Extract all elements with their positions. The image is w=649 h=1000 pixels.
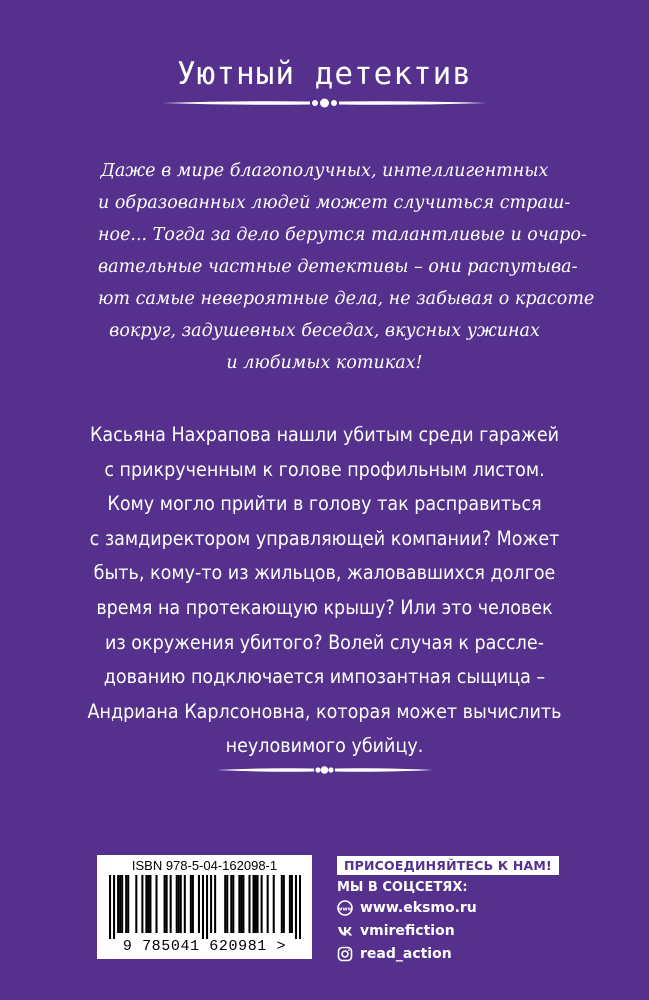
barcode-bar bbox=[289, 875, 291, 933]
social-link-label: read_action bbox=[360, 945, 452, 962]
barcode-bar bbox=[145, 875, 147, 933]
barcode-bar bbox=[176, 875, 178, 933]
teaser-line: ное... Тогда за дело берутся талантливые и очаро- bbox=[98, 225, 587, 245]
barcode-bar bbox=[273, 875, 275, 933]
barcode-bar bbox=[166, 875, 168, 933]
synopsis-line: Касьяна Нахрапова нашли убитым среди гаражей bbox=[89, 423, 560, 446]
social-link-label: www.eksmo.ru bbox=[360, 899, 477, 916]
ean-barcode bbox=[109, 875, 301, 939]
bottom-divider-ornament bbox=[216, 763, 433, 777]
barcode-bar bbox=[149, 875, 151, 933]
social-link-website[interactable] bbox=[337, 896, 559, 919]
barcode-bar bbox=[127, 875, 129, 933]
barcode-bar bbox=[135, 875, 137, 933]
barcode-bar bbox=[206, 875, 208, 939]
barcode-bar bbox=[240, 875, 242, 933]
barcode-bar bbox=[230, 875, 232, 933]
top-divider-ornament bbox=[162, 96, 487, 110]
synopsis-line: с прикрученным к голове профильным листом. bbox=[104, 457, 545, 481]
barcode-bar bbox=[226, 875, 228, 933]
barcode-bar bbox=[192, 875, 194, 933]
series-title: Уютный детектив bbox=[177, 56, 472, 92]
barcode-bar bbox=[257, 875, 259, 933]
barcode-bar bbox=[109, 875, 111, 939]
barcode-bar bbox=[299, 875, 301, 939]
barcode-bar bbox=[198, 875, 200, 933]
synopsis-line: дованию подключается импозантная сыщица – bbox=[103, 665, 546, 689]
barcode-bar bbox=[267, 875, 269, 933]
barcode-bar bbox=[155, 875, 157, 933]
teaser-line: Даже в мире благополучных, интеллигентных bbox=[100, 161, 549, 181]
barcode-bar bbox=[180, 875, 182, 933]
barcode-bar bbox=[125, 875, 127, 933]
synopsis-line: с замдиректором управляющей компании? Может bbox=[89, 526, 560, 550]
barcode-bar bbox=[255, 875, 257, 933]
social-link-instagram[interactable] bbox=[337, 942, 559, 965]
instagram-icon bbox=[337, 946, 353, 962]
barcode-bar bbox=[224, 875, 226, 933]
teaser-paragraph bbox=[98, 155, 595, 379]
barcode-bar bbox=[164, 875, 166, 933]
barcode-bar bbox=[291, 875, 293, 933]
barcode-bar bbox=[178, 875, 180, 933]
barcode-bar bbox=[170, 875, 172, 933]
barcode-bar bbox=[238, 875, 240, 933]
synopsis-line: быть, кому-то из жильцов, жаловавшихся долгое bbox=[93, 561, 556, 585]
social-heading: МЫ В СОЦСЕТЯХ: bbox=[337, 880, 468, 895]
barcode-bar bbox=[184, 875, 186, 933]
barcode-bar bbox=[232, 875, 234, 933]
barcode-bar bbox=[242, 875, 244, 933]
teaser-line: ют самые невероятные дела, не забывая о красоте bbox=[98, 289, 595, 309]
teaser-line: и образованных людей может случиться страш- bbox=[98, 193, 571, 213]
barcode-bar bbox=[295, 875, 297, 939]
synopsis-line: время на протекающую крышу? Или это человек bbox=[96, 595, 553, 619]
www-icon bbox=[337, 900, 353, 916]
teaser-line: и любимых котиках! bbox=[226, 353, 423, 373]
social-block bbox=[337, 855, 559, 965]
teaser-line: вательные частные детективы – они распутыва- bbox=[98, 257, 578, 277]
svg-text:www: www bbox=[337, 905, 353, 912]
barcode-bar bbox=[283, 875, 285, 933]
synopsis-line: из окружения убитого? Волей случая к рассле- bbox=[104, 630, 545, 654]
barcode-bar bbox=[121, 875, 123, 933]
social-link-label: vmirefiction bbox=[360, 922, 455, 939]
barcode-bar bbox=[147, 875, 149, 933]
isbn-label: ISBN 978-5-04-162098-1 bbox=[131, 858, 278, 873]
barcode-bar bbox=[202, 875, 204, 939]
barcode-bar bbox=[141, 875, 143, 933]
synopsis-line: Андриана Карлсоновна, которая может вычислить bbox=[87, 699, 562, 723]
social-link-vk[interactable] bbox=[337, 919, 559, 942]
synopsis-line: неуловимого убийцу. bbox=[225, 734, 424, 758]
vk-icon bbox=[337, 923, 353, 939]
barcode-bar bbox=[281, 875, 283, 933]
barcode-bar bbox=[190, 875, 192, 933]
teaser-line: вокруг, задушевных беседах, вкусных ужинах bbox=[109, 321, 540, 341]
synopsis-line: Кому могло прийти в голову так расправиться bbox=[107, 492, 542, 516]
barcode-bar bbox=[210, 875, 212, 933]
join-us-badge: ПРИСОЕДИНЯЙТЕСЬ К НАМ! bbox=[337, 856, 559, 875]
barcode-digits: 9 785041 620981 > bbox=[122, 938, 287, 955]
barcode-bar bbox=[113, 875, 115, 939]
barcode-bar bbox=[252, 875, 254, 933]
barcode-panel bbox=[97, 855, 312, 959]
barcode-bar bbox=[261, 875, 263, 933]
barcode-bar bbox=[248, 875, 250, 933]
barcode-bar bbox=[117, 875, 119, 933]
synopsis-paragraph bbox=[40, 418, 609, 764]
barcode-bar bbox=[214, 875, 216, 933]
barcode-bar bbox=[119, 875, 121, 933]
